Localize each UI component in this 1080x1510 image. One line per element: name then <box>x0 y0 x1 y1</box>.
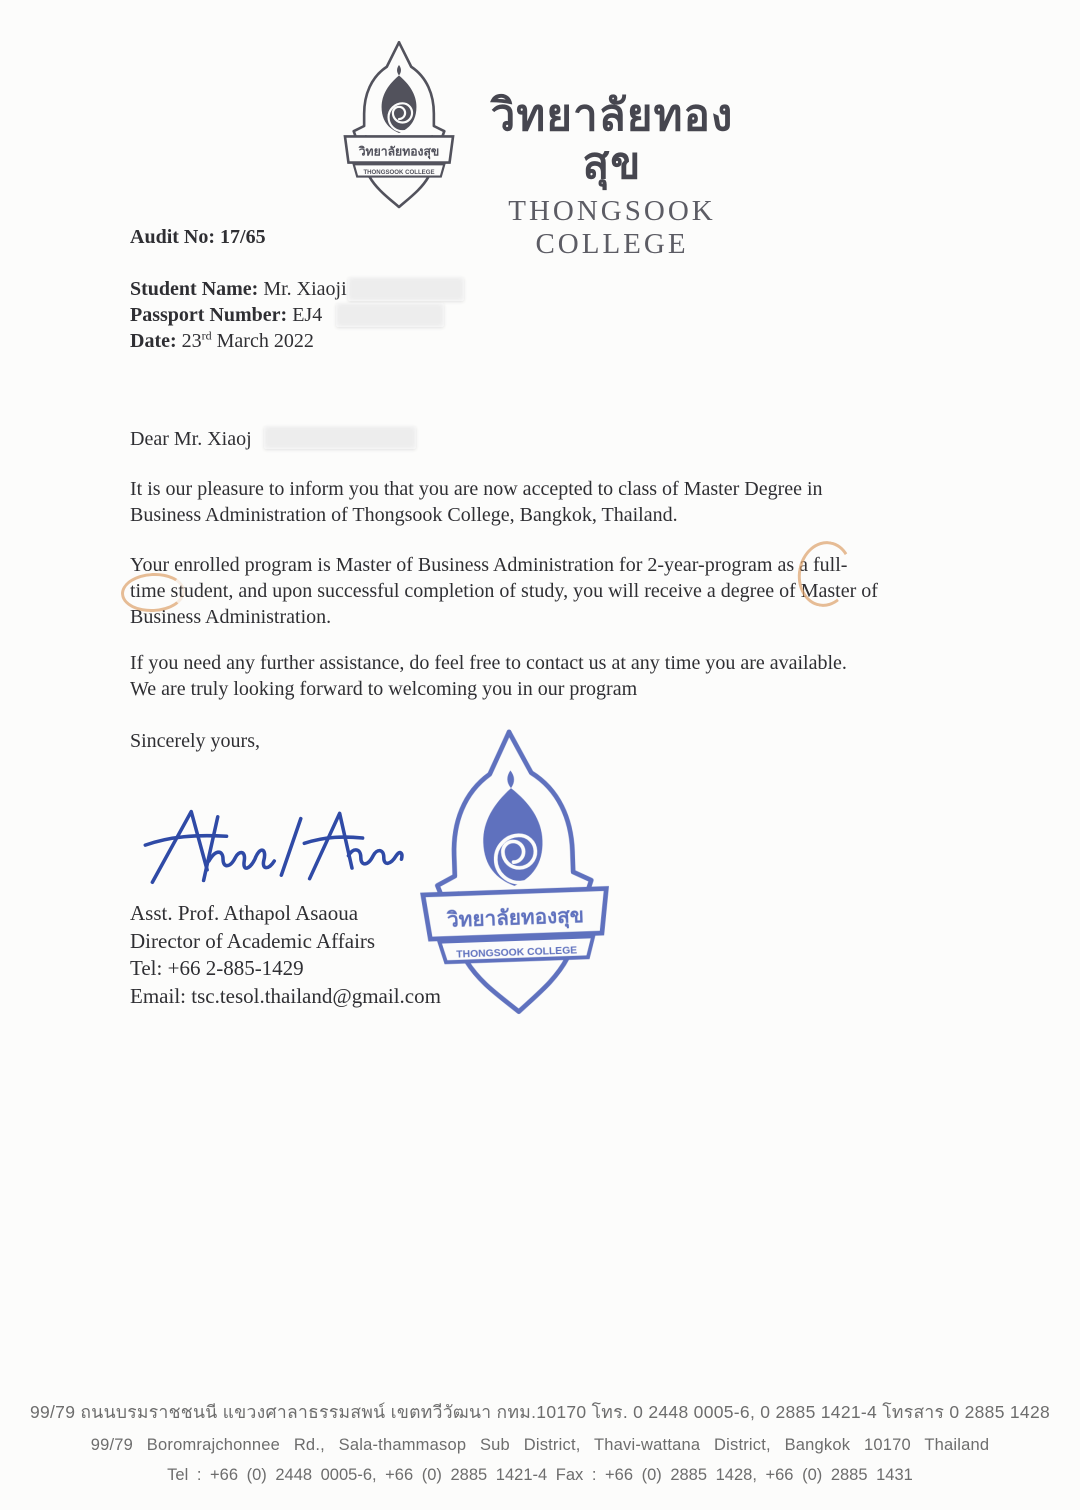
date-ordinal: rd <box>201 328 212 343</box>
paragraph-line: It is our pleasure to inform you that you are now accepted to class of Master Degree in <box>130 478 823 500</box>
audit-value: 17/65 <box>220 226 266 248</box>
logo-banner-thai: วิทยาลัยทองสุข <box>358 144 440 159</box>
redaction-box <box>348 277 464 301</box>
stamp-banner-thai: วิทยาลัยทองสุข <box>446 903 585 932</box>
audit-no-line <box>130 224 266 250</box>
footer-address-english: 99/79 Boromrajchonnee Rd., Sala-thammasop Sub District, Thavi-wattana District, Bangkok 10170 Thailand <box>90 1436 990 1454</box>
paragraph-line: If you need any further assistance, do feel free to contact us at any time you are available. <box>130 652 847 674</box>
signature-icon <box>140 794 405 898</box>
redaction-box <box>336 303 444 327</box>
paragraph-acceptance <box>130 476 823 528</box>
signatory-title: Director of Academic Affairs <box>130 928 376 953</box>
paragraph-program <box>130 552 878 630</box>
salutation: Dear Mr. Xiaoj <box>130 428 252 450</box>
date-value: 23rd March 2022 <box>181 328 314 352</box>
letterhead <box>462 92 762 261</box>
paragraph-assistance <box>130 650 847 702</box>
footer-address-thai: 99/79 ถนนบรมราชชนนี แขวงศาลาธรรมสพน์ เขตทวีวัฒนา กทม.10170 โทร. 0 2448 0005-6, 0 2885 1421-4 โทรสาร 0 2885 1428 <box>29 1402 1051 1422</box>
date-label: Date: <box>130 330 177 352</box>
paragraph-line: We are truly looking forward to welcoming you in our program <box>130 678 638 700</box>
passport-number-line <box>130 302 322 328</box>
college-name-english: THONGSOOK COLLEGE <box>508 194 716 260</box>
paragraph-line: Business Administration. <box>130 606 332 628</box>
student-name-line <box>130 276 347 302</box>
paragraph-line: student, and upon successful completion of study, you will receive a degree of Master of <box>165 580 878 602</box>
paragraph-line: Business Administration of Thongsook College, Bangkok, Thailand. <box>130 504 678 526</box>
logo-banner-english: THONGSOOK COLLEGE <box>363 168 435 176</box>
paragraph-line: Your enrolled program is Master of Business Administration for 2-year-program as a <box>130 554 813 576</box>
footer-contact: Tel : +66 (0) 2448 0005-6, +66 (0) 2885 1421-4 Fax : +66 (0) 2885 1428, +66 (0) 2885 1431 <box>167 1466 913 1484</box>
student-name-value: Mr. Xiaoji <box>263 278 347 300</box>
student-name-label: Student Name: <box>130 278 259 300</box>
college-name-thai: วิทยาลัยทองสุข <box>490 91 734 189</box>
passport-value: EJ4 <box>292 304 323 326</box>
emblem-icon <box>338 36 460 216</box>
closing: Sincerely yours, <box>130 730 260 752</box>
college-emblem-logo <box>338 36 460 216</box>
signatory-tel: Tel: +66 2-885-1429 <box>130 956 304 980</box>
circled-word-full: full- <box>813 552 847 578</box>
signatory-email: Email: tsc.tesol.thailand@gmail.com <box>130 983 441 1008</box>
stamp-banner-english: THONGSOOK COLLEGE <box>456 945 578 961</box>
audit-label: Audit No: <box>130 226 216 248</box>
date-line <box>130 328 314 354</box>
passport-label: Passport Number: <box>130 304 288 326</box>
redaction-box <box>264 426 416 449</box>
circled-word-time: time <box>130 578 166 604</box>
signatory-name: Asst. Prof. Athapol Asaoua <box>130 901 359 925</box>
signatory-block <box>130 900 441 1010</box>
handwritten-signature <box>140 794 405 898</box>
